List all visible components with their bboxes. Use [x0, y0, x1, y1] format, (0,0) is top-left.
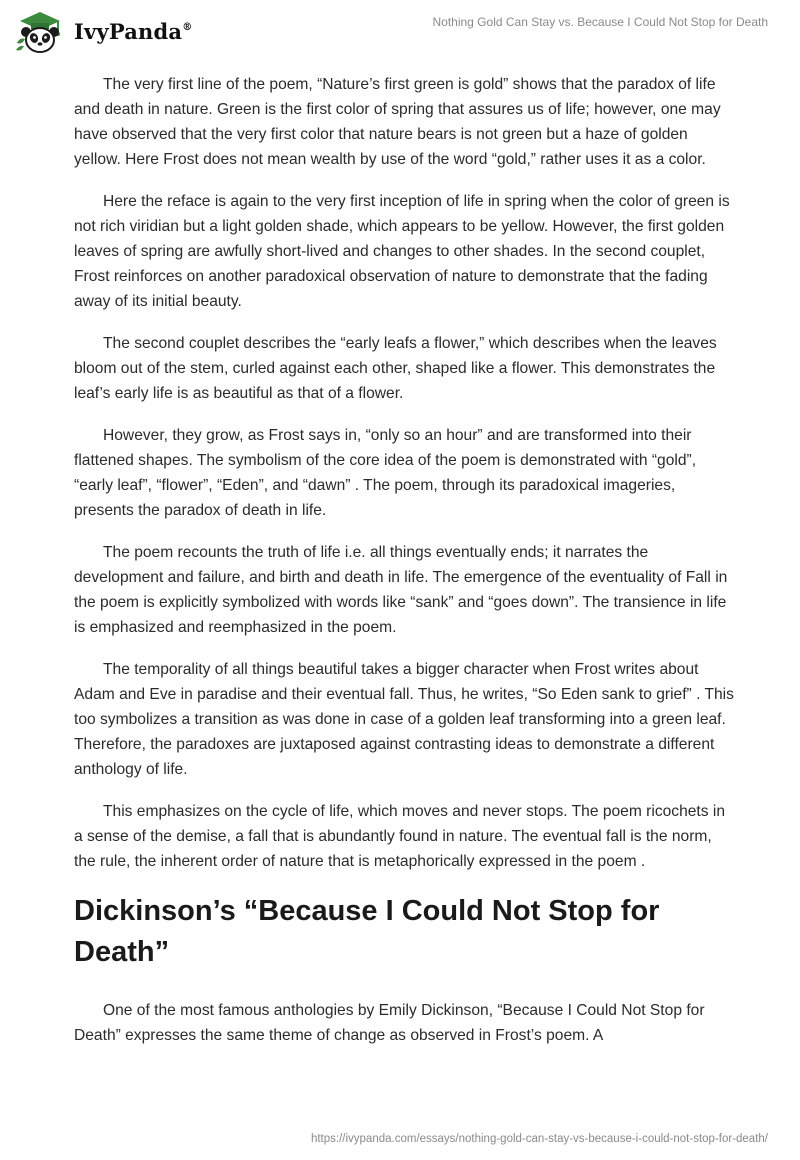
section-heading: Dickinson’s “Because I Could Not Stop for Death”	[74, 895, 660, 968]
brand-name	[74, 19, 192, 44]
panda-graduation-cap-icon	[14, 9, 66, 55]
essay-body	[74, 72, 734, 1065]
paragraph: However, they grow, as Frost says in, “only so an hour” and are transformed into their flattened shapes. The symbolism of the core idea of the poem is demonstrated with “gold”, “early leaf”, “flower”, “Eden”, and “dawn” . The poem, through its paradoxical imageries, presents the paradox of death in life.	[74, 427, 697, 519]
registered-mark: ®	[182, 22, 193, 33]
document-title: Nothing Gold Can Stay vs. Because I Could Not Stop for Death	[432, 15, 768, 29]
paragraph: The poem recounts the truth of life i.e. all things eventually ends; it narrates the development and failure, and birth and death in life. The emergence of the eventuality of Fall in the poem is explicitly symbolized with words like “sank” and “goes down”. The transience in life is emphasized and reemphasized in the poem.	[74, 544, 728, 636]
paragraph: Here the reface is again to the very first inception of life in spring when the color of green is not rich viridian but a light golden shade, which appears to be yellow. However, the first golden leaves of spring are awfully short-lived and changes to other shades. In the second couplet, Frost reinforces on another paradoxical observation of nature to demonstrate that the fading away of its initial beauty.	[74, 193, 730, 310]
ivypanda-logo[interactable]	[14, 9, 214, 55]
paragraph: The second couplet describes the “early leafs a flower,” which describes when the leaves bloom out of the stem, curled against each other, shaped like a flower. This demonstrates the leaf’s early life is as beautiful as that of a flower.	[74, 335, 717, 402]
paragraph: One of the most famous anthologies by Emily Dickinson, “Because I Could Not Stop for Death” expresses the same theme of change as observed in Frost’s poem. A	[74, 1002, 705, 1044]
paragraph: The very first line of the poem, “Nature’s first green is gold” shows that the paradox of life and death in nature. Green is the first color of spring that assures us of life; however, one may have observed that the very first color that nature bears is not green but a haze of golden yellow. Here Frost does not mean wealth by use of the word “gold,” rather uses it as a color.	[74, 76, 721, 168]
page-header	[0, 0, 800, 60]
paragraph: The temporality of all things beautiful takes a bigger character when Frost writes about Adam and Eve in paradise and their eventual fall. Thus, he writes, “So Eden sank to grief” . This too symbolizes a transition as was done in case of a golden leaf transforming into a green leaf. Therefore, the paradoxes are juxtaposed against contrasting ideas to demonstrate a different anthology of life.	[74, 661, 734, 778]
paragraph: This emphasizes on the cycle of life, which moves and never stops. The poem ricochets in a sense of the demise, a fall that is abundantly found in nature. The eventual fall is the norm, the rule, the inherent order of nature that is metaphorically expressed in the poem .	[74, 803, 726, 870]
brand-name-text: IvyPanda	[74, 19, 183, 44]
source-url[interactable]: https://ivypanda.com/essays/nothing-gold-can-stay-vs-because-i-could-not-stop-for-death/	[310, 1133, 768, 1145]
